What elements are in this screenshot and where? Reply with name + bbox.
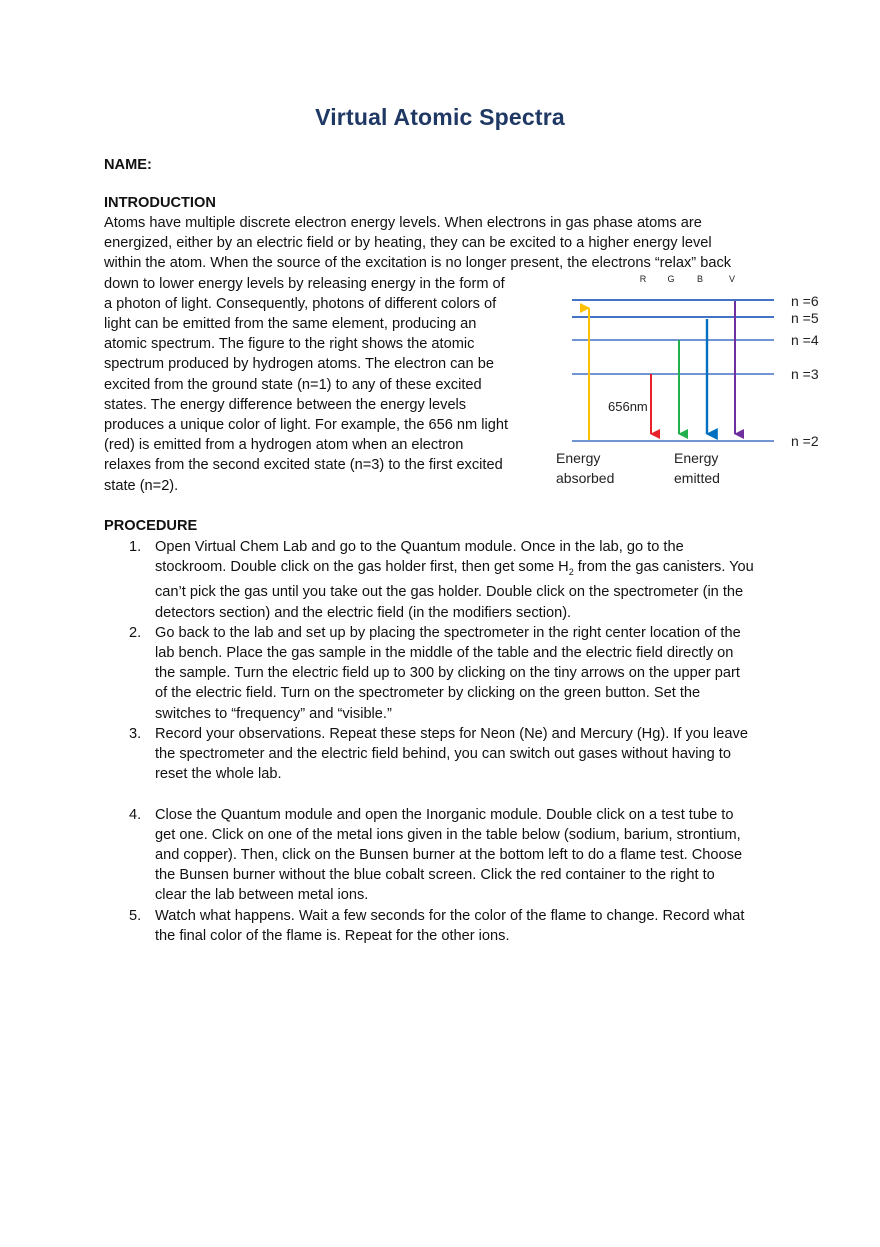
- step-line: detectors section) and the electric field (in the modifiers section).: [155, 604, 572, 621]
- absorbed-caption-line1: Energy: [556, 450, 601, 466]
- step-text: from the gas canisters. You: [573, 559, 754, 576]
- step-line-with-subscript: [155, 557, 794, 582]
- intro-line: state (n=2).: [104, 477, 179, 494]
- subscript-2: 2: [568, 567, 574, 578]
- emitted-caption-line2: emitted: [674, 470, 720, 486]
- step-line: clear the lab between metal ions.: [155, 887, 369, 904]
- step-number: 4.: [129, 806, 142, 823]
- step-number: 1.: [129, 539, 142, 555]
- intro-line: (red) is emitted from a hydrogen atom when an electron: [104, 437, 464, 454]
- intro-line: energized, either by an electric field or by heating, they can be excited to a higher energy level: [104, 235, 712, 252]
- intro-line: states. The energy difference between the energy levels: [104, 396, 467, 413]
- label-v: V: [728, 274, 736, 284]
- step-line: the Bunsen burner without the blue cobalt screen. Click the red container to the right to: [155, 867, 715, 884]
- step-number: 3.: [129, 725, 142, 742]
- intro-line: within the atom. When the source of the excitation is no longer present, the electrons “relax” back: [104, 255, 732, 272]
- procedure-step-3: [104, 724, 794, 785]
- label-g: G: [667, 274, 675, 284]
- intro-line: light can be emitted from the same element, producing an: [104, 316, 477, 333]
- step-line: of the electric field. Turn on the spectrometer by clicking on the green button. Set the: [155, 685, 701, 702]
- intro-line: Atoms have multiple discrete electron energy levels. When electrons in gas phase atoms are: [104, 215, 702, 231]
- level-label-n6: n =6: [791, 293, 819, 309]
- procedure-heading: PROCEDURE: [104, 518, 198, 534]
- step-line: Record your observations. Repeat these steps for Neon (Ne) and Mercury (Hg). If you leave: [155, 725, 748, 742]
- label-b: B: [696, 274, 704, 284]
- step-line: Open Virtual Chem Lab and go to the Quantum module. Once in the lab, go to the: [155, 539, 684, 555]
- intro-line: excited from the ground state (n=1) to any of these excited: [104, 376, 482, 393]
- emitted-caption-line1: Energy: [674, 450, 719, 466]
- step-text: stockroom. Double click on the gas holder first, then get some H: [155, 559, 569, 576]
- step-line: can’t pick the gas until you take out the gas holder. Double click on the spectrometer (in the: [155, 584, 744, 601]
- step-line: switches to “frequency” and “visible.”: [155, 705, 392, 722]
- procedure-step-2: [104, 623, 794, 724]
- intro-line: a photon of light. Consequently, photons of different colors of: [104, 295, 497, 312]
- absorbed-caption-line2: absorbed: [556, 470, 615, 486]
- step-line: reset the whole lab.: [155, 766, 282, 783]
- step-line: get one. Click on one of the metal ions given in the table below (sodium, barium, strontium,: [155, 826, 741, 843]
- step-line: and copper). Then, click on the Bunsen burner at the bottom left to do a flame test. Choose: [155, 846, 743, 863]
- procedure-list: [104, 537, 794, 946]
- introduction-heading: INTRODUCTION: [104, 195, 216, 211]
- procedure-step-5: [104, 906, 794, 946]
- step-line: Close the Quantum module and open the Inorganic module. Double click on a test tube to: [155, 806, 734, 823]
- level-label-n2: n =2: [791, 433, 819, 449]
- energy-level-diagram: [548, 270, 848, 495]
- wavelength-label: 656nm: [608, 399, 648, 414]
- intro-line: down to lower energy levels by releasing energy in the form of: [104, 275, 505, 292]
- intro-line: atomic spectrum. The figure to the right shows the atomic: [104, 336, 475, 353]
- procedure-step-4: [104, 805, 794, 906]
- step-line: lab bench. Place the gas sample in the middle of the table and the electric field directly on: [155, 644, 734, 661]
- step-line: Watch what happens. Wait a few seconds for the color of the flame to change. Record what: [155, 907, 745, 924]
- intro-line: produces a unique color of light. For example, the 656 nm light: [104, 417, 508, 434]
- level-label-n3: n =3: [791, 366, 819, 382]
- level-label-n5: n =5: [791, 310, 819, 326]
- step-number: 2.: [129, 624, 142, 641]
- label-r: R: [639, 274, 647, 284]
- spacer: [104, 784, 794, 804]
- intro-line: relaxes from the second excited state (n=3) to the first excited: [104, 457, 503, 474]
- step-line: Go back to the lab and set up by placing the spectrometer in the right center location of the: [155, 624, 741, 641]
- step-number: 5.: [129, 907, 142, 924]
- step-line: the sample. Turn the electric field up to 300 by clicking on the tiny arrows on the upper part: [155, 665, 740, 682]
- step-line: the final color of the flame is. Repeat for the other ions.: [155, 927, 510, 944]
- page-title: Virtual Atomic Spectra: [315, 104, 565, 130]
- procedure-step-1: [104, 537, 794, 623]
- intro-line: spectrum produced by hydrogen atoms. The electron can be: [104, 356, 494, 373]
- step-line: the spectrometer and the electric field behind, you can switch out gases without having to: [155, 745, 731, 762]
- name-label: NAME:: [104, 157, 152, 173]
- level-label-n4: n =4: [791, 332, 819, 348]
